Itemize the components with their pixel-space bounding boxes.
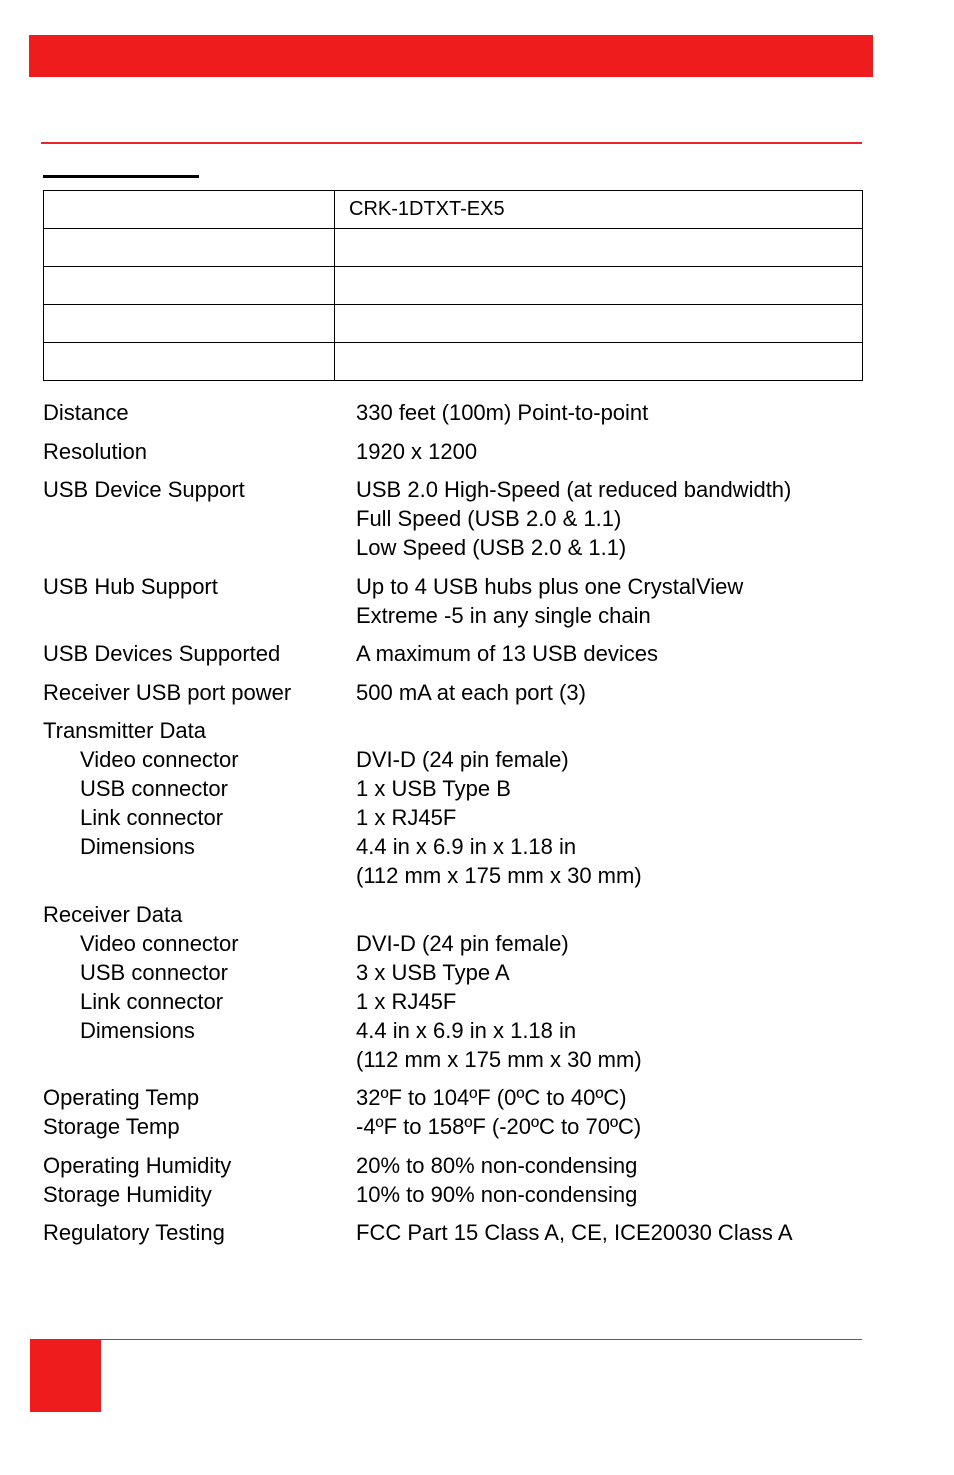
table-row (44, 267, 863, 305)
sub-label: Dimensions (80, 1017, 195, 1043)
spec-value: 10% to 90% non-condensing (356, 1181, 638, 1207)
spec-value-line: Low Speed (USB 2.0 & 1.1) (356, 535, 627, 560)
table-row (44, 191, 863, 229)
sub-label (43, 861, 356, 890)
table-cell (44, 343, 335, 381)
sub-row (43, 745, 863, 774)
model-number-cell: CRK-1DTXT-EX5 (335, 191, 863, 229)
spec-label: USB Hub Support (43, 573, 218, 599)
sub-row (43, 929, 863, 958)
spec-operating-humidity (43, 1151, 863, 1180)
table-cell (335, 305, 863, 343)
spec-resolution (43, 437, 863, 466)
sub-label: Video connector (80, 930, 239, 956)
spec-label: Resolution (43, 438, 147, 464)
spec-value-line: Extreme -5 in any single chain (356, 602, 651, 628)
table-cell (335, 343, 863, 381)
table-row (44, 343, 863, 381)
table-row (44, 229, 863, 267)
sub-label: Link connector (80, 988, 224, 1014)
spec-value: FCC Part 15 Class A, CE, ICE20030 Class A (356, 1220, 793, 1245)
header-red-bar (29, 35, 873, 77)
spec-label: USB Device Support (43, 477, 245, 502)
sub-value: 1 x USB Type B (356, 776, 511, 801)
sub-row (43, 1016, 863, 1045)
table-cell (335, 229, 863, 267)
sub-row (43, 803, 863, 832)
section-divider (41, 142, 862, 144)
spec-value: 32ºF to 104ºF (0ºC to 40ºC) (356, 1085, 627, 1110)
spec-value: 330 feet (100m) Point-to-point (356, 400, 649, 425)
spec-value-line: Full Speed (USB 2.0 & 1.1) (356, 506, 622, 531)
sub-row (43, 774, 863, 803)
spec-label: USB Devices Supported (43, 641, 281, 666)
sub-label: USB connector (80, 776, 228, 801)
spec-humidity (43, 1151, 863, 1209)
sub-label: Video connector (80, 747, 239, 772)
spec-value-line: Up to 4 USB hubs plus one CrystalView (356, 573, 744, 599)
sub-row (43, 1045, 863, 1074)
spec-operating-temp (43, 1083, 863, 1112)
spec-temperature (43, 1083, 863, 1141)
spec-transmitter-data (43, 716, 863, 890)
spec-label: Distance (43, 400, 129, 425)
spec-value-line: USB 2.0 High-Speed (at reduced bandwidth) (356, 477, 792, 502)
page-number-tab (30, 1339, 101, 1412)
spec-regulatory-testing (43, 1218, 863, 1247)
spec-value (356, 572, 863, 630)
spec-usb-hub-support (43, 572, 863, 630)
sub-value: 4.4 in x 6.9 in x 1.18 in (356, 1017, 577, 1043)
spec-value: 500 mA at each port (3) (356, 679, 586, 705)
table-row (44, 305, 863, 343)
sub-row (43, 958, 863, 987)
sub-label: Link connector (80, 805, 224, 830)
spec-value (356, 475, 863, 562)
spec-storage-humidity (43, 1180, 863, 1209)
group-title: Receiver Data (43, 901, 183, 927)
spec-value: -4ºF to 158ºF (-20ºC to 70ºC) (356, 1114, 642, 1139)
table-cell (44, 191, 335, 229)
spec-label: Operating Temp (43, 1085, 200, 1110)
sub-value: 1 x RJ45F (356, 988, 457, 1014)
sub-value: (112 mm x 175 mm x 30 mm) (356, 1046, 642, 1072)
spec-label: Storage Humidity (43, 1181, 212, 1207)
sub-value: (112 mm x 175 mm x 30 mm) (356, 863, 642, 888)
spec-value: 20% to 80% non-condensing (356, 1152, 638, 1178)
sub-value: DVI-D (24 pin female) (356, 747, 569, 772)
sub-label (43, 1045, 356, 1074)
footer-divider (101, 1339, 862, 1340)
sub-value: DVI-D (24 pin female) (356, 930, 569, 956)
specifications-list (43, 398, 863, 1257)
sub-row (43, 861, 863, 890)
spec-label: Storage Temp (43, 1114, 180, 1139)
spec-usb-devices-supported (43, 639, 863, 668)
spec-receiver-usb-port-power (43, 678, 863, 707)
spec-receiver-data (43, 900, 863, 1074)
sub-label: USB connector (80, 959, 228, 985)
sub-value: 1 x RJ45F (356, 805, 457, 830)
spec-distance (43, 398, 863, 427)
table-cell (335, 267, 863, 305)
table-cell (44, 267, 335, 305)
sub-value: 3 x USB Type A (356, 959, 510, 985)
spec-label: Operating Humidity (43, 1152, 232, 1178)
spec-value: A maximum of 13 USB devices (356, 641, 659, 666)
spec-label: Receiver USB port power (43, 679, 292, 705)
spec-usb-device-support (43, 475, 863, 562)
spec-value: 1920 x 1200 (356, 438, 478, 464)
sub-row (43, 987, 863, 1016)
sub-value: 4.4 in x 6.9 in x 1.18 in (356, 834, 577, 859)
spec-storage-temp (43, 1112, 863, 1141)
heading-underline (43, 175, 199, 178)
sub-label: Dimensions (80, 834, 195, 859)
sub-row (43, 832, 863, 861)
model-table (43, 190, 863, 381)
group-title: Transmitter Data (43, 718, 207, 743)
table-cell (44, 305, 335, 343)
table-cell (44, 229, 335, 267)
spec-label: Regulatory Testing (43, 1220, 225, 1245)
